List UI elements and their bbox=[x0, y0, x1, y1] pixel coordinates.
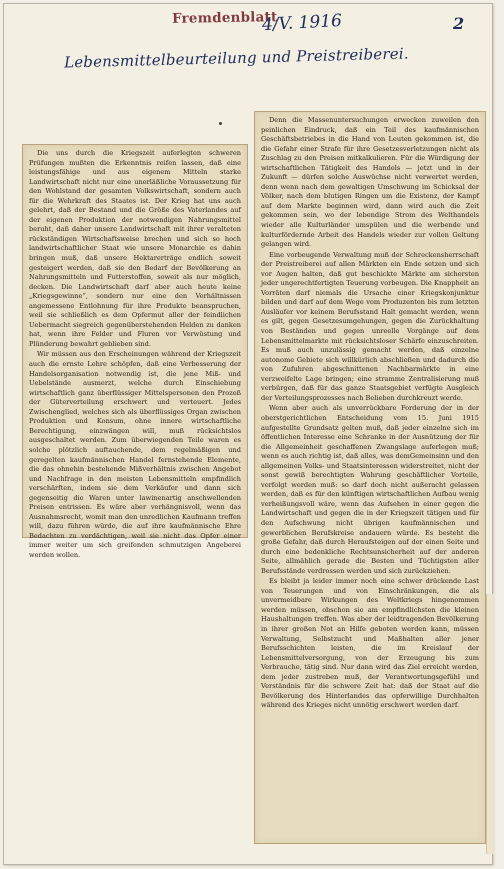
article-paragraph: Es bleibt ja leider immer noch eine schwer drückende Last von Teuerungen und von Einschränkungen, die als unvermeidbare Wirkungen des Weltkriegs hingenommen werden müssen, obschon sie am empfindlichsten die kleinen Haushaltungen treffen. Was aber der leidtragenden Bevölkerung in ihrer großen Not an Hilfe geboten werden kann, müssen Verwaltung, Selbstzucht und Maßhalten aller jener Berufsschichten leisten, die im Kreislauf der Lebensmittelversorgung, von der Erzeugung bis zum Verbrauche, tätig sind. Nur dann wird das Ziel erreicht werden, dem jeder zustreben muß, der Verantwortungsgefühl und Verständnis für die schwere Zeit hat: daß der Staat auf die Bevölkerung des Hinterlandes das opferwillige Durchhalten während des Krieges nicht unnötig erschwert werden darf. bbox=[261, 577, 479, 710]
newspaper-name-stamp: Fremdenblatt bbox=[171, 9, 278, 27]
handwritten-title: Lebensmittelbeurteilung und Preistreiberei. bbox=[63, 44, 410, 72]
newspaper-clipping-left-column bbox=[22, 144, 248, 559]
article-paragraph: Wenn aber auch als unverrückbare Forderung der in der oberstgerichtlichen Entscheidung vom 15. Juni 1915 aufgestellte Grundsatz gelten muß, daß jeder einzelne sich im öffentlichen Interesse eine Schranke in der Ausnützung der für die Allgemeinheit geschaffenen Zwangslage auferlegen muß; wenn es auch richtig ist, daß alles, was demGemeinsinn und den allgemeinen Volks- und Staatsinteressen widerstreitet, nicht der sonst gewiß berechtigten Wahrung geschäftlicher Vorteile, verfolgt werden muß: so darf doch nicht außeracht gelassen werden, daß es für den künftigen wirtschaftlichen Aufbau wenig verheißungsvoll wäre, wenn das Aufsehen in einer gegen die Landwirtschaft und gegen die in der Kriegszeit tätigen und für den Aufschwung nicht übrigen kaufmännischen und gewerblichen Berufskreise andauern würde. Es besteht die große Gefahr, daß durch Heraufsteigen auf der einen Seite und durch eine bedenkliche Rechtsunsicherheit auf der anderen Seite, allmählich gerade die Besten und Tüchtigsten aller Berufsstände verdrossen werden und sich zurückziehen. bbox=[261, 404, 479, 575]
paper-fold-edge bbox=[486, 594, 494, 854]
ink-dot bbox=[219, 122, 222, 125]
article-paragraph: Eine vorbeugende Verwaltung muß der Schreckensherrschaft der Preistreiberei auf allen Märkten ein Ende setzen und sich vor Augen halten, daß gut beschickte Märkte am sichersten jeder ungerechtfertigten Teuerung vorbeugen. Die Knappheit an Vorräten darf niemals die Ursache einer Kriegskonjunktur bilden und darf auf dem Wege vom Produzenten bis zum letzten Ausläufer vor keinem Berufsstand Halt gemacht werden, wenn es gilt, gegen Gesetzesumgehungen, gegen die Zurückhaltung von Beständen und gegen unreelle Vorgänge auf dem Lebensmittelmarkte mit rücksichtsloser Schärfe einzuschreiten. Es muß auch unzulässig gemacht werden, daß einzelne autonome Gebiete sich willkürlich abschließen und dadurch die von Zufuhren abgeschnittenen Nachbarmärkte in eine verzweifelte Lage bringen; eine stramme Zentralisierung muß verbürgen, daß für das ganze Staatsgebiet verfügte Ausgleich der Verteilungsprozesses nach Belieben durchkreuzt werde. bbox=[261, 250, 479, 402]
newspaper-clipping-right-column bbox=[254, 111, 486, 844]
article-paragraph: Denn die Massenuntersuchungen erwecken zuweilen den peinlichen Eindruck, daß ein Teil des kaufmännischen Geschäftsbetriebes in die Hand von Leuten gekommen ist, die die Gefahr einer Strafe für ihre Gesetzesverletzungen nicht als Zuschlag zu den Preisen mitkalkulieren. Für die Würdigung der wirtschaftlichen Tätigkeit des Handels — jetzt und in der Zukunft — dürfen solche Auswüchse nicht verwertet werden, denn wenn nach dem gewaltigen Umschwung im Schicksal der Völker, nach dem blutigen Ringen um die Existenz, der Kampf auf dem Markte beginnen wird, dann wird auch die Zeit gekommen sein, wo der lebendige Strom des Welthandels wieder alle Kulturländer umspülen und die werbende und kulturfördernde Arbeit des Handels wieder zur vollen Geltung gelangen wird. bbox=[261, 116, 479, 249]
article-paragraph: Wir müssen aus den Erscheinungen während der Kriegszeit auch die ernste Lehre schöpfen, daß eine Verbesserung der Handelsorganisation notwendig ist, die jene Miß- und Uebelstände ausmerzt, welche durch Einschiebung wirtschaftlich ganz überflüssiger Mittelspersonen den Prozeß der Güterverteilung erschwert und verteuert. Jedes Zwischenglied, welches sich als überflüssiges Organ zwischen Produktion und Konsum, ohne innere wirtschaftliche Berechtigung, einzwängen will, muß rücksichtslos ausgeschaltet werden. Zum überwiegenden Teile waren es solche plötzlich auftauchende, dem regelmäßigen und geregelten kaufmännischen Handel fernstehende Elemente, die das ohnehin bestehende Mißverhältnis zwischen Angebot und Nachfrage in den meisten Lebensmitteln empfindlich verschärften, indem sie dem Verkäufer und dann sich gegenseitig die Waren unter lawinenartig anschwellenden Preisen entrissen. Es wäre aber verhängnisvoll, wenn das Ausnahmsrecht, womit man den unredlichen Kaufmann treffen will, dazu führen würde, die auf ihre kaufmännische Ehre Bedachten zu verdächtigen, weil sie nicht das Opfer einer immer weiter um sich greifenden schmutzigen Angeberei werden wollen. bbox=[29, 350, 241, 559]
handwritten-date: 4/V. 1916 bbox=[261, 10, 343, 36]
handwritten-page-number: 2 bbox=[453, 14, 465, 33]
archive-sheet bbox=[3, 3, 493, 865]
article-paragraph: Die uns durch die Kriegszeit auferlegten schweren Prüfungen mußten die Erkenntnis reifen lassen, daß eine leistungsfähige und aus eigenem Mitteln starke Landwirtschaft nicht nur eine unerläßliche Voraussetzung für den Wohlstand der gesamten Volkswirtschaft, sondern auch für die Wehrkraft des Staates ist. Der Krieg hat uns auch gelehrt, daß der Bestand und die Größe des Vaterlandes auf der eigenen Produktion der notwendigen Nahrungsmittel beruht, daß daher unsere Landwirtschaft mit ihrer veralteten rückständigen Wirtschaftsweise brechen und sich so hoch landwirtschaftlicher Staat wie unsere Monarchie es dahin bringen muß, daß unsere Hektarerträge endlich soweit gesteigert werden, daß sie den Bedarf der Bevölkerung an Nahrungsmitteln und Futterstoffen, soweit als nur möglich, decken. Die Landwirtschaft darf aber auch heute keine „Kriegsgewinne“, sondern nur eine den Verhältnissen angemessene Entlohnung für ihre Produkte beanspruchen, weil sie schließlich es dem Opfermut aller der feindlichen Uebermacht siegreich gegenüberstehenden Helden zu danken hat, wenn ihre Felder und Fluren vor Verwüstung und Plünderung bewahrt geblieben sind. bbox=[29, 149, 241, 348]
